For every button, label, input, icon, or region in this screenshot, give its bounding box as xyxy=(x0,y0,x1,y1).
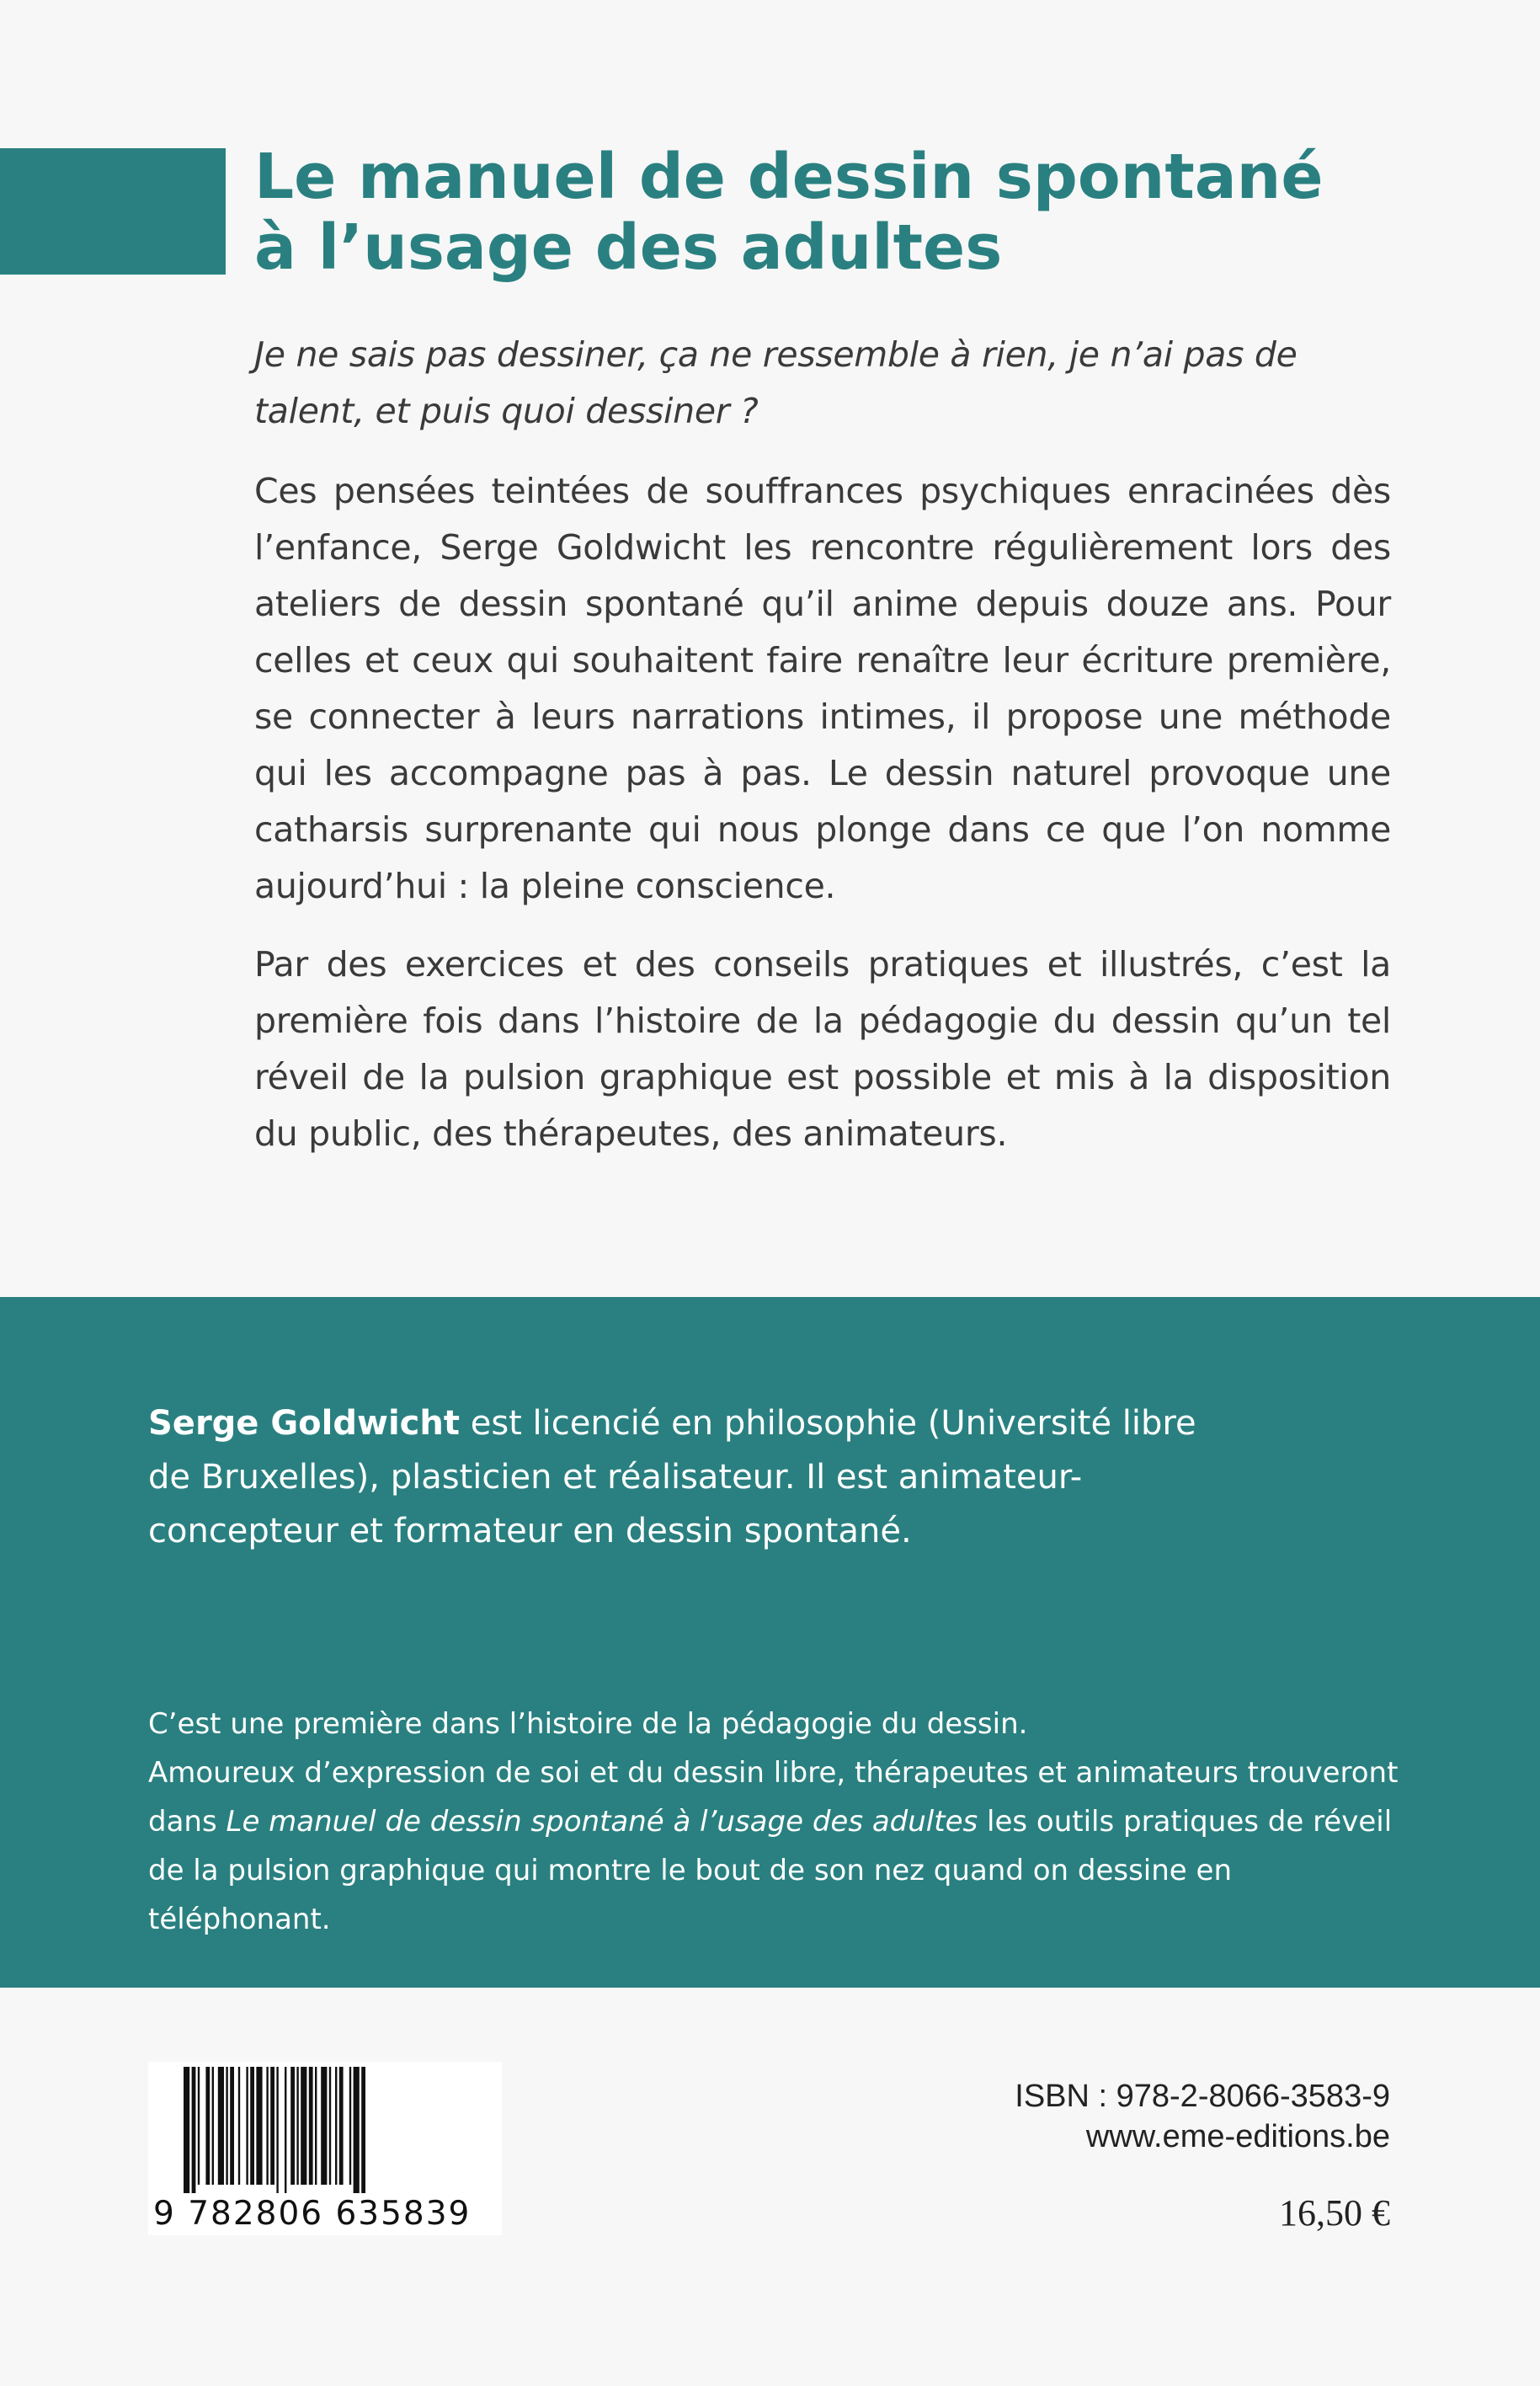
author-bio xyxy=(148,1396,1243,1558)
barcode-bar xyxy=(296,2067,298,2185)
barcode-bar xyxy=(238,2067,240,2185)
barcode-bar xyxy=(256,2067,262,2185)
barcode-bars xyxy=(182,2067,468,2193)
barcode-bar xyxy=(339,2067,344,2185)
barcode-bar xyxy=(276,2067,278,2193)
barcode-bar xyxy=(315,2067,317,2185)
accent-bar xyxy=(0,148,226,275)
author-name: Serge Goldwicht xyxy=(148,1404,460,1443)
summary-rest: les outils pratiques de réveil de la pulsion graphique qui montre le bout de son nez quand on dessine en téléphonant. xyxy=(148,1805,1393,1936)
summary-line-1: C’est une première dans l’histoire de la pédagogie du dessin. xyxy=(148,1707,1028,1741)
barcode-bar xyxy=(329,2067,331,2185)
barcode-bar xyxy=(285,2067,286,2193)
barcode-bar xyxy=(335,2067,337,2185)
book-title xyxy=(254,141,1484,283)
blurb xyxy=(254,327,1391,1184)
isbn: ISBN : 978-2-8066-3583-9 xyxy=(1015,2079,1390,2114)
barcode-bar xyxy=(246,2067,248,2185)
author-panel xyxy=(0,1297,1540,1988)
summary xyxy=(148,1700,1411,1944)
summary-book-title: Le manuel de dessin spontané à l’usage des adultes xyxy=(226,1805,978,1839)
book-title-line-1: Le manuel de dessin spontané xyxy=(254,141,1324,213)
blurb-paragraph-1: Ces pensées teintées de souffrances psychiques enracinées dès l’enfance, Serge Goldwicht les rencontre régulièrement lors des ateliers de dessin spontané qu’il anime depuis douze ans. Pour celles et ceux qui souhaitent faire renaître leur écriture première, se connecter à leurs narrations intimes, il propose une méthode qui les accompagne pas à pas. Le dessin naturel provoque une catharsis surprenante qui nous plonge dans ce que l’on nomme aujourd’hui : la pleine conscience. xyxy=(254,471,1391,906)
publisher-website: www.eme-editions.be xyxy=(1085,2119,1390,2154)
barcode-bar xyxy=(212,2067,214,2185)
opening-quote: Je ne sais pas dessiner, ça ne ressemble à rien, je n’ai pas de talent, et puis quoi dessiner ? xyxy=(254,334,1298,431)
barcode-bar xyxy=(226,2067,227,2185)
barcode-bar xyxy=(230,2067,234,2185)
barcode-bar xyxy=(354,2067,360,2193)
barcode-bar xyxy=(309,2067,313,2185)
barcode-bar xyxy=(218,2067,224,2185)
barcode-bar xyxy=(205,2067,210,2185)
summary-dans: dans xyxy=(148,1805,217,1839)
barcode-bar xyxy=(361,2067,365,2193)
barcode-digits: 9 782806 635839 xyxy=(153,2195,472,2233)
barcode-bar xyxy=(301,2067,306,2185)
barcode-bar xyxy=(266,2067,268,2185)
barcode-bar xyxy=(290,2067,295,2185)
summary-line-2: Amoureux d’expression de soi et du dessin libre, thérapeutes et animateurs trouveront xyxy=(148,1756,1399,1790)
price: 16,50 € xyxy=(1279,2192,1390,2234)
barcode-bar xyxy=(184,2067,189,2193)
barcode-bar xyxy=(198,2067,200,2185)
blurb-paragraph-2: Par des exercices et des conseils pratiques et illustrés, c’est la première fois dans l’histoire de la pédagogie du dessin qu’un tel réveil de la pulsion graphique est possible et mis à la disposition du public, des thérapeutes, des animateurs. xyxy=(254,944,1391,1154)
barcode-bar xyxy=(349,2067,351,2185)
author-bio-text: est licencié en philosophie (Université libre de Bruxelles), plasticien et réalisateur. Il est animateur-concepteur et formateur en dessin spontané. xyxy=(148,1404,1196,1551)
barcode-bar xyxy=(250,2067,254,2185)
barcode-bar xyxy=(270,2067,274,2185)
book-title-line-2: à l’usage des adultes xyxy=(254,211,1003,284)
barcode xyxy=(148,2062,502,2235)
barcode-bar xyxy=(192,2067,196,2193)
barcode-bar xyxy=(321,2067,327,2185)
